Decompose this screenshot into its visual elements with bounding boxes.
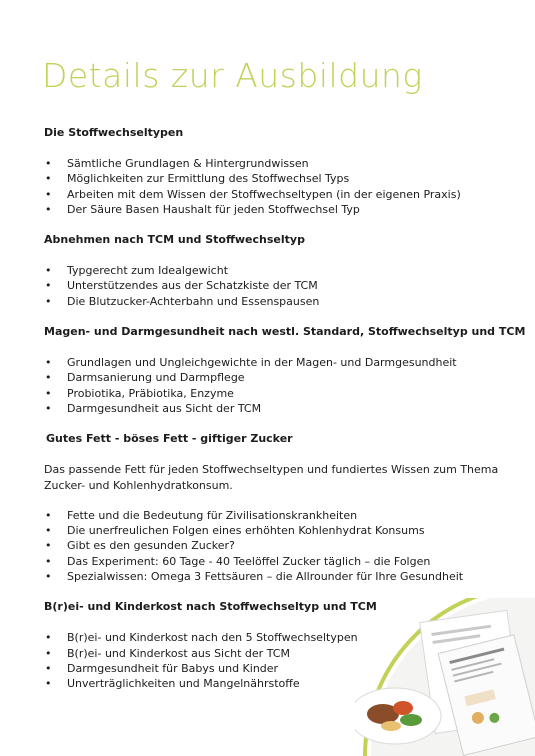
list-item: • Darmsanierung und Darmpflege [45,371,245,385]
list-item: • B(r)ei- und Kinderkost aus Sicht der TCM [45,646,290,660]
section-heading-fett-zucker: Gutes Fett - böses Fett - giftiger Zucker [46,432,293,446]
plate [355,688,441,744]
decorative-photo [355,598,535,756]
page-title: Details zur Ausbildung [42,56,423,95]
list-item: • Probiotika, Präbiotika, Enzyme [45,386,234,400]
list-item: • Möglichkeiten zur Ermittlung des Stoffwechsel Typs [45,172,350,186]
list-item: • Darmgesundheit aus Sicht der TCM [45,401,262,415]
section-heading-abnehmen: Abnehmen nach TCM und Stoffwechseltyp [44,233,305,247]
list-item: • Der Säure Basen Haushalt für jeden Stoffwechsel Typ [45,202,360,216]
section-heading-magen-darm: Magen- und Darmgesundheit nach westl. Standard, Stoffwechseltyp und TCM [44,325,526,339]
list-item: • Typgerecht zum Idealgewicht [45,264,229,278]
list-item: • Das Experiment: 60 Tage - 40 Teelöffel Zucker täglich – die Folgen [45,554,431,568]
list-fett-zucker [44,508,504,584]
list-item: • Spezialwissen: Omega 3 Fettsäuren – die Allrounder für Ihre Gesundheit [45,570,464,584]
list-magen-darm [44,355,504,416]
list-item: • Unverträglichkeiten und Mangelnährstoffe [45,677,300,691]
list-item: • B(r)ei- und Kinderkost nach den 5 Stoffwechseltypen [45,631,358,645]
list-item: • Fette und die Bedeutung für Zivilisationskrankheiten [45,508,358,522]
list-item: • Die unerfreulichen Folgen eines erhöhten Kohlenhydrat Konsums [45,524,425,538]
section-intro-paragraph: Das passende Fett für jeden Stoffwechseltypen und fundiertes Wissen zum Thema Zucker- und Kohlenhydratkonsum. [44,463,499,492]
section-heading-kinderkost: B(r)ei- und Kinderkost nach Stoffwechseltyp und TCM [44,600,377,614]
list-item: • Die Blutzucker-Achterbahn und Essenspausen [45,294,320,308]
book-and-plate-illustration [355,598,535,756]
list-abnehmen [44,263,504,309]
list-item: • Arbeiten mit dem Wissen der Stoffwechseltypen (in der eigenen Praxis) [45,187,461,201]
list-item: • Unterstützendes aus der Schatzkiste der TCM [45,279,318,293]
list-item: • Grundlagen und Ungleichgewichte in der Magen- und Darmgesundheit [45,356,457,370]
section-heading-stoffwechseltypen: Die Stoffwechseltypen [44,126,184,139]
list-item: • Gibt es den gesunden Zucker? [45,539,235,553]
list-stoffwechseltypen [44,156,504,217]
list-item: • Sämtliche Grundlagen & Hintergrundwissen [45,157,309,170]
list-item: • Darmgesundheit für Babys und Kinder [45,661,279,675]
